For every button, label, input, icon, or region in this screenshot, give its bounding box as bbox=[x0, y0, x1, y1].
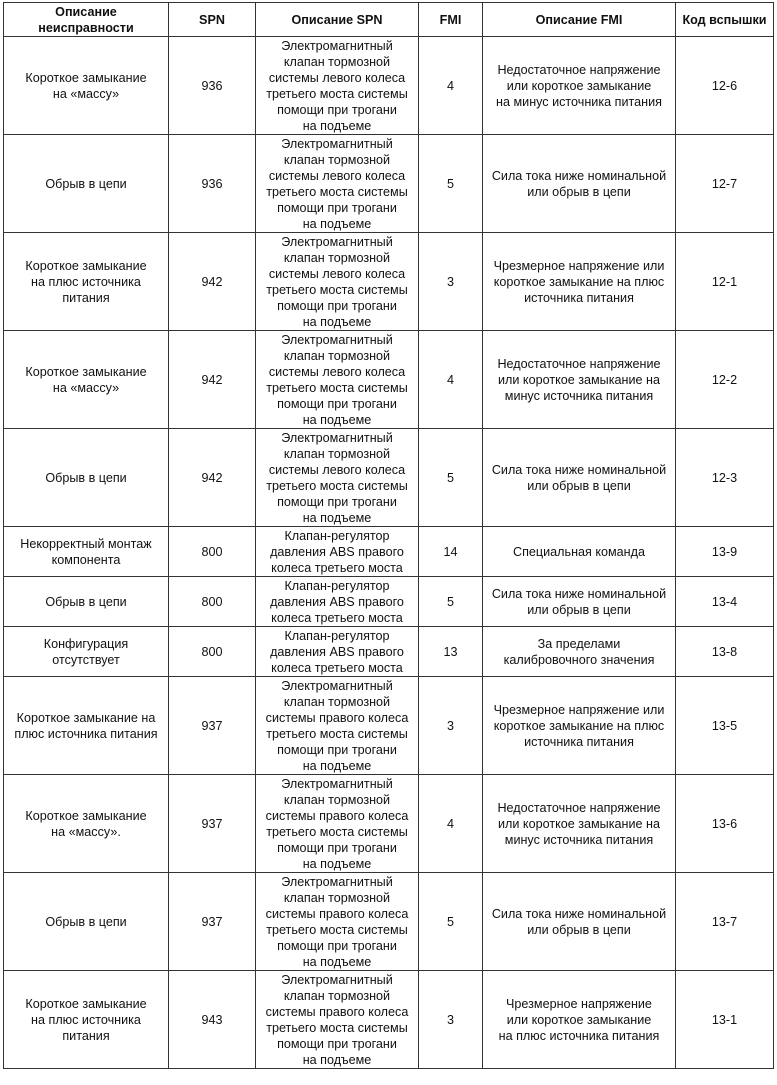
cell-spn-description: Электромагнитный клапан тормозной системы правого колеса третьего моста системы помощи при трогани на подъеме bbox=[256, 873, 419, 971]
cell-fmi-description: За пределами калибровочного значения bbox=[483, 627, 676, 677]
header-spn-description: Описание SPN bbox=[256, 3, 419, 37]
cell-blink-code: 12-2 bbox=[676, 331, 774, 429]
cell-spn: 800 bbox=[169, 627, 256, 677]
cell-fault-description: Короткое замыкание на «массу» bbox=[4, 37, 169, 135]
cell-spn: 800 bbox=[169, 577, 256, 627]
cell-fault-description: Конфигурация отсутствует bbox=[4, 627, 169, 677]
cell-blink-code: 13-8 bbox=[676, 627, 774, 677]
cell-spn: 937 bbox=[169, 677, 256, 775]
cell-spn: 943 bbox=[169, 971, 256, 1069]
cell-fmi-description: Недостаточное напряжение или короткое замыкание на минус источника питания bbox=[483, 331, 676, 429]
cell-fmi-description: Сила тока ниже номинальной или обрыв в цепи bbox=[483, 577, 676, 627]
cell-fault-description: Короткое замыкание на плюс источника питания bbox=[4, 233, 169, 331]
cell-spn-description: Электромагнитный клапан тормозной системы левого колеса третьего моста системы помощи при трогани на подъеме bbox=[256, 331, 419, 429]
header-row bbox=[4, 3, 774, 37]
cell-fmi-description: Сила тока ниже номинальной или обрыв в цепи bbox=[483, 429, 676, 527]
cell-fault-description: Обрыв в цепи bbox=[4, 429, 169, 527]
cell-fmi-description: Специальная команда bbox=[483, 527, 676, 577]
cell-fmi-description: Сила тока ниже номинальной или обрыв в цепи bbox=[483, 135, 676, 233]
cell-fmi: 5 bbox=[419, 577, 483, 627]
table-row bbox=[4, 37, 774, 135]
cell-blink-code: 13-5 bbox=[676, 677, 774, 775]
table-row bbox=[4, 873, 774, 971]
table-row bbox=[4, 527, 774, 577]
cell-fault-description: Короткое замыкание на «массу». bbox=[4, 775, 169, 873]
cell-spn-description: Электромагнитный клапан тормозной системы левого колеса третьего моста системы помощи при трогани на подъеме bbox=[256, 135, 419, 233]
fault-codes-table bbox=[3, 2, 774, 1069]
cell-fmi-description: Чрезмерное напряжение или короткое замыкание на плюс источника питания bbox=[483, 233, 676, 331]
cell-fmi: 3 bbox=[419, 971, 483, 1069]
table-row bbox=[4, 677, 774, 775]
cell-blink-code: 12-6 bbox=[676, 37, 774, 135]
cell-fault-description: Обрыв в цепи bbox=[4, 577, 169, 627]
cell-fmi: 3 bbox=[419, 677, 483, 775]
cell-spn: 942 bbox=[169, 429, 256, 527]
cell-fmi: 3 bbox=[419, 233, 483, 331]
cell-fmi: 5 bbox=[419, 873, 483, 971]
cell-spn-description: Электромагнитный клапан тормозной системы левого колеса третьего моста системы помощи при трогани на подъеме bbox=[256, 429, 419, 527]
cell-fmi: 4 bbox=[419, 37, 483, 135]
cell-spn: 936 bbox=[169, 135, 256, 233]
cell-blink-code: 12-3 bbox=[676, 429, 774, 527]
header-fault-description: Описание неисправности bbox=[4, 3, 169, 37]
cell-spn-description: Электромагнитный клапан тормозной системы правого колеса третьего моста системы помощи при трогани на подъеме bbox=[256, 775, 419, 873]
cell-fmi: 4 bbox=[419, 331, 483, 429]
cell-fmi: 14 bbox=[419, 527, 483, 577]
table-container bbox=[3, 2, 774, 1069]
cell-spn-description: Электромагнитный клапан тормозной системы левого колеса третьего моста системы помощи при трогани на подъеме bbox=[256, 37, 419, 135]
header-fmi: FMI bbox=[419, 3, 483, 37]
cell-fmi-description: Сила тока ниже номинальной или обрыв в цепи bbox=[483, 873, 676, 971]
cell-spn-description: Клапан-регулятор давления ABS правого колеса третьего моста bbox=[256, 627, 419, 677]
cell-blink-code: 12-7 bbox=[676, 135, 774, 233]
cell-fmi-description: Чрезмерное напряжение или короткое замыкание на плюс источника питания bbox=[483, 677, 676, 775]
cell-spn: 937 bbox=[169, 775, 256, 873]
table-row bbox=[4, 233, 774, 331]
cell-fmi-description: Недостаточное напряжение или короткое замыкание на минус источника питания bbox=[483, 775, 676, 873]
table-row bbox=[4, 577, 774, 627]
cell-spn-description: Электромагнитный клапан тормозной системы правого колеса третьего моста системы помощи при трогани на подъеме bbox=[256, 971, 419, 1069]
cell-blink-code: 13-9 bbox=[676, 527, 774, 577]
cell-fault-description: Короткое замыкание на плюс источника питания bbox=[4, 677, 169, 775]
cell-fault-description: Некорректный монтаж компонента bbox=[4, 527, 169, 577]
table-row bbox=[4, 627, 774, 677]
table-row bbox=[4, 331, 774, 429]
table-row bbox=[4, 135, 774, 233]
header-fmi-description: Описание FMI bbox=[483, 3, 676, 37]
cell-fault-description: Короткое замыкание на «массу» bbox=[4, 331, 169, 429]
cell-spn: 942 bbox=[169, 233, 256, 331]
cell-spn-description: Электромагнитный клапан тормозной системы левого колеса третьего моста системы помощи при трогани на подъеме bbox=[256, 233, 419, 331]
cell-fault-description: Обрыв в цепи bbox=[4, 873, 169, 971]
cell-blink-code: 13-6 bbox=[676, 775, 774, 873]
cell-fmi: 4 bbox=[419, 775, 483, 873]
cell-spn: 942 bbox=[169, 331, 256, 429]
cell-fmi: 5 bbox=[419, 429, 483, 527]
cell-blink-code: 13-1 bbox=[676, 971, 774, 1069]
cell-spn-description: Клапан-регулятор давления ABS правого колеса третьего моста bbox=[256, 577, 419, 627]
header-spn: SPN bbox=[169, 3, 256, 37]
cell-fmi-description: Недостаточное напряжение или короткое замыкание на минус источника питания bbox=[483, 37, 676, 135]
table-row bbox=[4, 775, 774, 873]
cell-spn: 937 bbox=[169, 873, 256, 971]
cell-spn: 936 bbox=[169, 37, 256, 135]
cell-fault-description: Короткое замыкание на плюс источника питания bbox=[4, 971, 169, 1069]
cell-fmi: 13 bbox=[419, 627, 483, 677]
cell-blink-code: 12-1 bbox=[676, 233, 774, 331]
cell-fmi: 5 bbox=[419, 135, 483, 233]
cell-fault-description: Обрыв в цепи bbox=[4, 135, 169, 233]
cell-fmi-description: Чрезмерное напряжение или короткое замыкание на плюс источника питания bbox=[483, 971, 676, 1069]
table-row bbox=[4, 429, 774, 527]
header-blink-code: Код вспышки bbox=[676, 3, 774, 37]
cell-spn: 800 bbox=[169, 527, 256, 577]
cell-blink-code: 13-7 bbox=[676, 873, 774, 971]
cell-spn-description: Клапан-регулятор давления ABS правого колеса третьего моста bbox=[256, 527, 419, 577]
table-row bbox=[4, 971, 774, 1069]
cell-spn-description: Электромагнитный клапан тормозной системы правого колеса третьего моста системы помощи при трогани на подъеме bbox=[256, 677, 419, 775]
cell-blink-code: 13-4 bbox=[676, 577, 774, 627]
